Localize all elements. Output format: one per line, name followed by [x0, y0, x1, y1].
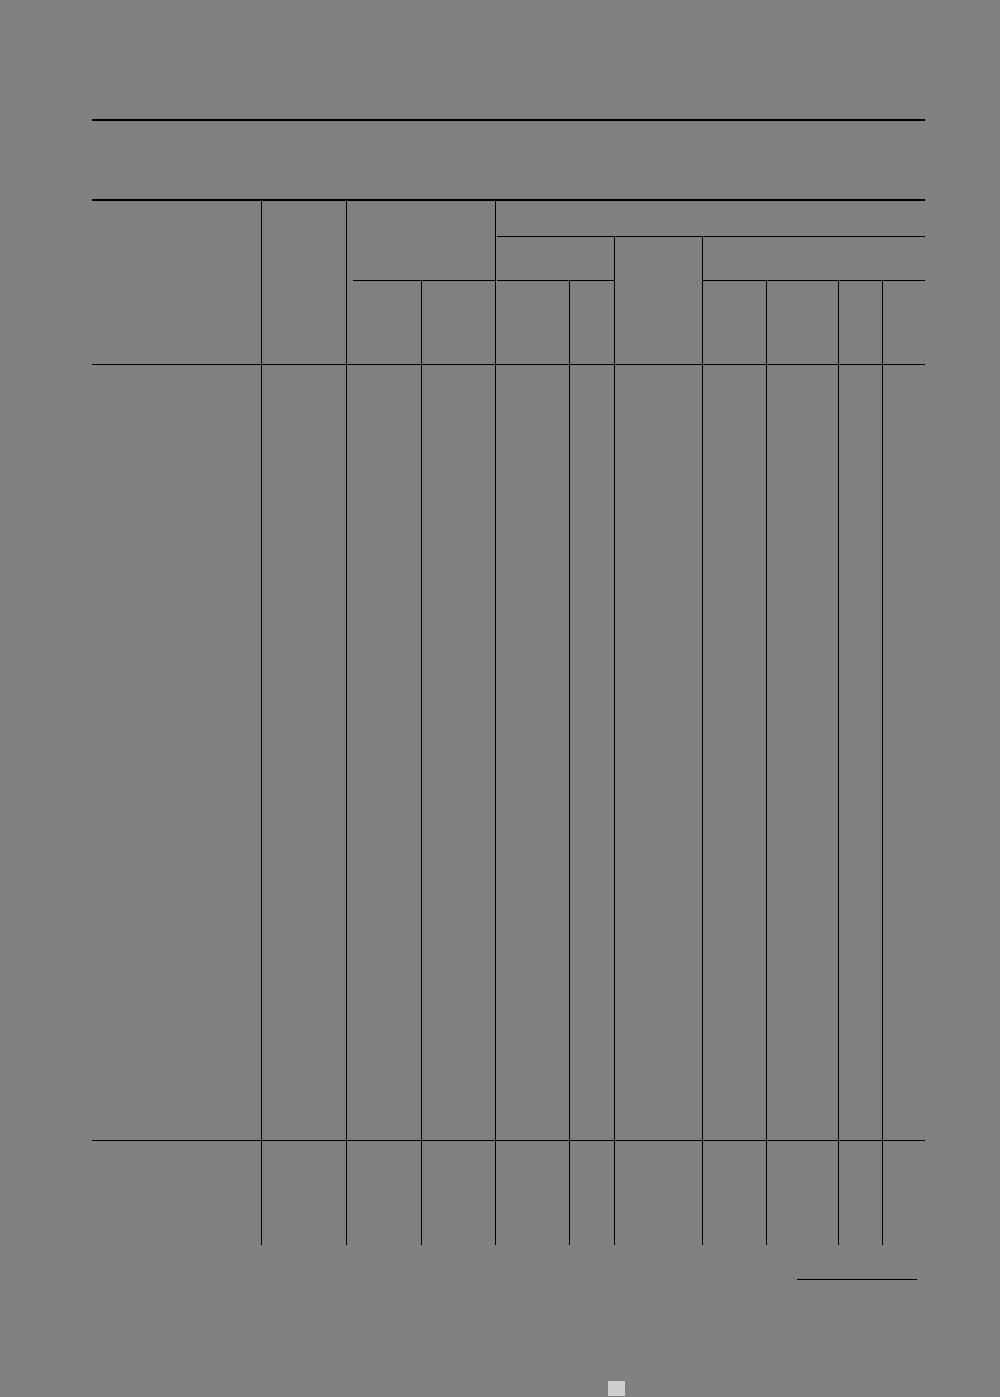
via-rule [353, 280, 495, 281]
col-divider [838, 281, 839, 1245]
be-rule [497, 236, 925, 237]
summe-rule [92, 1140, 925, 1141]
col-divider [346, 200, 347, 1245]
footnote-rule [797, 1279, 917, 1280]
ueber-bremen-row [90, 1226, 925, 1243]
col-divider [882, 281, 883, 1245]
running-head [92, 90, 106, 111]
ueber-hamburg-row [90, 1206, 925, 1223]
col-divider [614, 237, 615, 1245]
amerika-rule [703, 280, 925, 281]
col-divider [495, 200, 496, 1245]
header-bottom-rule [92, 364, 925, 365]
col-divider [261, 200, 262, 1245]
header-rule [92, 119, 925, 121]
col-divider [766, 281, 767, 1245]
col-divider [421, 281, 422, 1245]
digitization-credit [608, 1381, 625, 1396]
summe-row [90, 1148, 925, 1165]
col-divider [569, 281, 570, 1245]
table-top-rule [92, 199, 925, 201]
col-divider [702, 237, 703, 1245]
europa-rule [497, 280, 615, 281]
